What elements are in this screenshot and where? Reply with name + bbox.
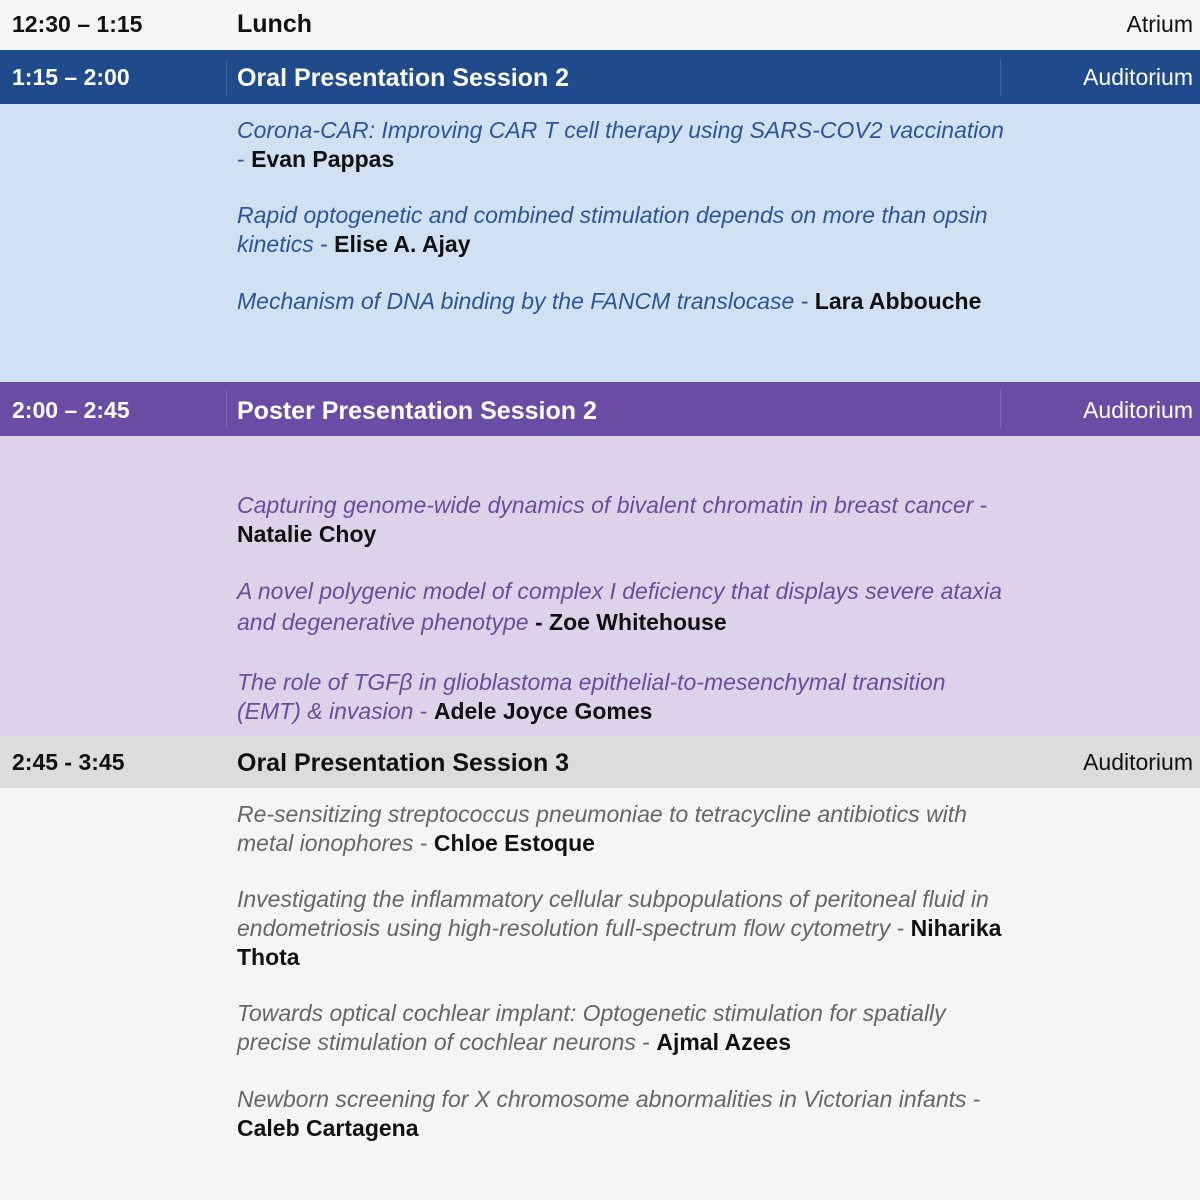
session-body-oral-3 <box>0 788 1200 1200</box>
session-title: Lunch <box>237 10 312 38</box>
talk-author: Caleb Cartagena <box>237 1115 419 1141</box>
column-divider <box>226 390 227 428</box>
session-title: Oral Presentation Session 2 <box>237 64 570 92</box>
talk-item <box>237 576 1007 638</box>
talk-item <box>237 201 1007 259</box>
talk-item <box>237 800 1007 858</box>
talk-item <box>237 116 1007 174</box>
talk-item <box>237 885 1007 972</box>
talk-separator: - <box>413 698 434 724</box>
talk-title: The role of TGFβ in glioblastoma epithelial-to-mesenchymal transition (EMT) & invasion <box>237 669 946 724</box>
session-time: 12:30 – 1:15 <box>12 11 143 37</box>
talk-author: Evan Pappas <box>251 146 395 172</box>
talk-separator: - <box>973 492 988 518</box>
session-header-lunch <box>0 0 1200 50</box>
column-divider <box>1000 58 1001 96</box>
talk-author: Lara Abbouche <box>814 288 982 314</box>
session-header-oral-3 <box>0 736 1200 788</box>
talk-author: Adele Joyce Gomes <box>433 698 653 724</box>
talk-item <box>237 668 1007 726</box>
talk-title: Corona-CAR: Improving CAR T cell therapy using SARS-COV2 vaccination <box>237 117 1004 143</box>
session-header-oral-2 <box>0 50 1200 104</box>
session-time: 2:45 - 3:45 <box>12 749 125 775</box>
talk-separator: - <box>313 231 335 257</box>
talk-author: Ajmal Azees <box>656 1029 791 1055</box>
talk-author: Elise A. Ajay <box>334 231 471 257</box>
talk-separator: - <box>237 146 252 172</box>
talk-separator: - <box>890 915 911 941</box>
talk-title: Rapid optogenetic and combined stimulation depends on more than opsin kinetics <box>237 202 988 257</box>
talk-author: Chloe Estoque <box>433 830 595 856</box>
talk-title: Investigating the inflammatory cellular subpopulations of peritoneal fluid in endometriosis using high-resolution full-spectrum flow cytometry <box>237 886 989 941</box>
talk-title: A novel polygenic model of complex I deficiency that displays severe ataxia and degenerative phenotype <box>237 578 1002 635</box>
session-time: 2:00 – 2:45 <box>12 397 130 423</box>
talk-item <box>237 999 1007 1057</box>
column-divider <box>226 58 227 96</box>
session-title: Oral Presentation Session 3 <box>237 749 570 777</box>
talk-item <box>237 287 1007 316</box>
talk-separator: - <box>966 1086 981 1112</box>
session-body-oral-2 <box>0 104 1200 382</box>
talk-item <box>237 491 1007 549</box>
talk-title: Towards optical cochlear implant: Optogenetic stimulation for spatially precise stimulation of cochlear neurons <box>237 1000 946 1055</box>
talk-author: Zoe Whitehouse <box>549 609 727 635</box>
session-venue: Auditorium <box>1083 397 1193 423</box>
session-venue: Auditorium <box>1083 749 1193 775</box>
talk-separator: - <box>635 1029 657 1055</box>
session-title: Poster Presentation Session 2 <box>237 397 597 425</box>
session-time: 1:15 – 2:00 <box>12 64 130 90</box>
session-body-poster-2 <box>0 436 1200 736</box>
talk-author: Niharika Thota <box>237 915 1002 970</box>
session-header-poster-2 <box>0 382 1200 436</box>
talk-title: Newborn screening for X chromosome abnormalities in Victorian infants <box>237 1086 967 1112</box>
talk-separator: - <box>794 288 815 314</box>
talk-item <box>237 1085 1007 1143</box>
session-venue: Atrium <box>1126 11 1193 37</box>
talk-title: Capturing genome-wide dynamics of bivalent chromatin in breast cancer <box>237 492 974 518</box>
talk-author: Natalie Choy <box>237 521 377 547</box>
talk-separator: - <box>528 609 550 635</box>
talk-title: Re-sensitizing streptococcus pneumoniae to tetracycline antibiotics with metal ionophores <box>237 801 967 856</box>
talk-title: Mechanism of DNA binding by the FANCM translocase <box>237 288 795 314</box>
session-venue: Auditorium <box>1083 64 1193 90</box>
talk-separator: - <box>413 830 434 856</box>
column-divider <box>1000 390 1001 428</box>
